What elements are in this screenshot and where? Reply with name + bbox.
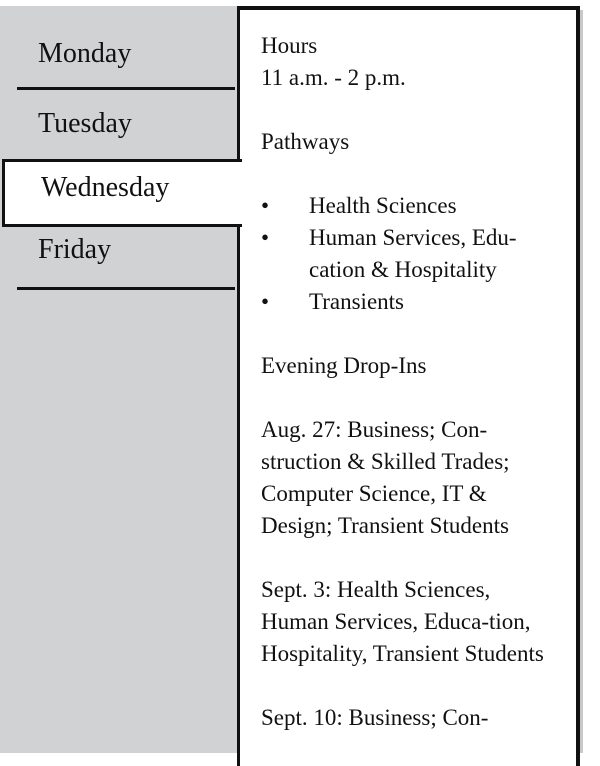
- evening-heading: Evening Drop-Ins: [261, 353, 427, 378]
- dropin-entry: Aug. 27: Business; Con-struction & Skilled Trades; Computer Science, IT & Design; Transient Students: [261, 417, 510, 538]
- panel-edge: [580, 10, 583, 753]
- hours-section: [261, 30, 561, 94]
- pathways-list: [261, 190, 561, 318]
- bullet-icon: •: [261, 193, 270, 218]
- list-item: • Health Sciences: [261, 190, 561, 222]
- tab-label: Friday: [38, 234, 112, 265]
- dropin-entry: Sept. 3: Health Sciences, Human Services, Educa-tion, Hospitality, Transient Students: [261, 577, 544, 666]
- pathways-heading: Pathways: [261, 129, 350, 154]
- tab-wednesday[interactable]: [2, 159, 242, 227]
- schedule-content: [261, 30, 561, 766]
- dropin-entry: Sept. 10: Business; Con-: [261, 705, 489, 730]
- tab-tuesday[interactable]: [0, 90, 238, 160]
- tab-label: Monday: [38, 38, 132, 69]
- tab-monday[interactable]: [0, 6, 238, 90]
- bullet-icon: •: [261, 225, 270, 250]
- list-item: • Human Services, Edu-cation & Hospitality: [261, 222, 561, 286]
- tab-friday[interactable]: [0, 228, 238, 290]
- bullet-icon: •: [261, 289, 270, 314]
- list-item: • Transients: [261, 286, 561, 318]
- schedule-panel: [237, 6, 580, 766]
- tab-label: Tuesday: [38, 108, 132, 139]
- tab-label: Wednesday: [41, 172, 170, 203]
- hours-value: 11 a.m. - 2 p.m.: [261, 65, 406, 90]
- hours-heading: Hours: [261, 33, 318, 58]
- tab-divider: [17, 287, 235, 290]
